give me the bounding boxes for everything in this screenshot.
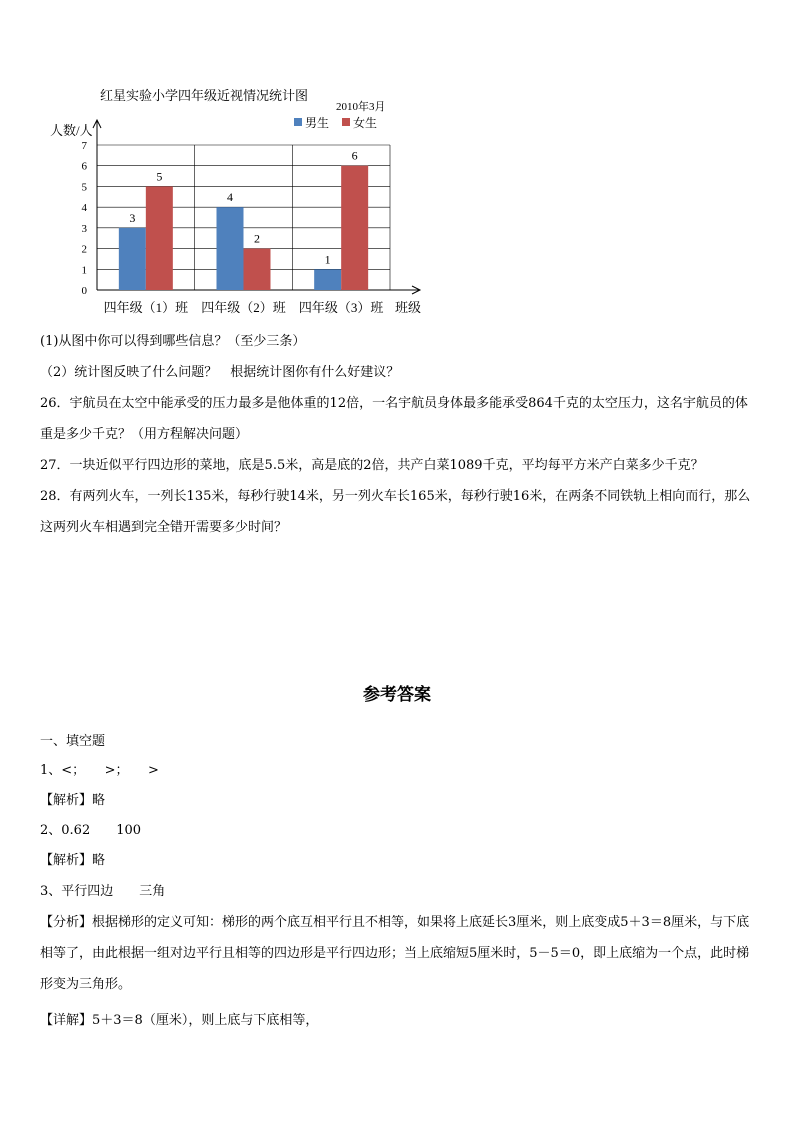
bar-chart: [40, 80, 440, 320]
section-fill-blank: 一、填空题: [40, 734, 106, 749]
legend-swatch-1: [342, 118, 350, 126]
legend-swatch-0: [294, 118, 302, 126]
bar-value-label-0-1: 5: [156, 169, 163, 184]
answer-1-analysis: 【解析】略: [40, 793, 106, 808]
x-tick-label-0: 四年级（1）班: [103, 300, 189, 315]
y-tick-label-6: 6: [81, 160, 87, 173]
bar-value-label-1-0: 4: [227, 190, 233, 205]
x-tick-label-2: 四年级（3）班: [298, 300, 384, 315]
question-26: 26．宇航员在太空中能承受的压力最多是他体重的12倍，一名宇航员身体最多能承受864千克的太空压力，这名宇航员的体重是多少千克？（用方程解决问题）: [40, 396, 748, 442]
bar-0-0: [119, 228, 146, 290]
answer-2: 2、0.62 100: [40, 823, 142, 838]
answer-2-analysis: 【解析】略: [40, 853, 106, 868]
answers-title: 参考答案: [363, 685, 431, 705]
y-tick-label-0: 0: [81, 285, 87, 297]
y-tick-label-4: 4: [81, 202, 87, 215]
x-tick-label-1: 四年级（2）班: [201, 300, 286, 315]
legend-label-0: 男生: [305, 116, 330, 130]
chart-title: 红星实验小学四年级近视情况统计图: [100, 88, 309, 103]
answer-3-detail: 【详解】5＋3＝8（厘米），则上底与下底相等，: [40, 1013, 319, 1028]
question-28: 28．有两列火车，一列长135米，每秒行驶14米，另一列火车长165米，每秒行驶16米，在两条不同铁轨上相向而行，那么这两列火车相遇到完全错开需要多少时间？: [40, 489, 751, 535]
y-tick-label-1: 1: [81, 264, 87, 277]
bar-1-0: [217, 207, 244, 290]
bar-value-label-0-0: 3: [129, 210, 136, 225]
bar-2-0: [314, 269, 341, 290]
bar-0-1: [146, 186, 173, 290]
answer-3-analysis: 【分析】根据梯形的定义可知：梯形的两个底互相平行且不相等，如果将上底延长3厘米，则上底变成5＋3＝8厘米，与下底相等了，由此根据一组对边平行且相等的四边形是平行四边形；当上底缩短5厘米时，5－5＝0，即上底缩为一个点，此时梯形变为三角形。: [40, 915, 750, 992]
bar-value-label-2-1: 6: [351, 148, 358, 163]
question-25-part-1: (1)从图中你可以得到哪些信息？（至少三条）: [40, 334, 306, 349]
x-axis-label: 班级: [395, 300, 422, 315]
y-tick-label-2: 2: [81, 243, 87, 256]
bar-value-label-1-1: 2: [254, 231, 260, 246]
bar-value-label-2-0: 1: [324, 252, 331, 267]
answer-3: 3、平行四边 三角: [40, 884, 166, 899]
question-27: 27．一块近似平行四边形的菜地，底是5.5米，高是底的2倍，共产白菜1089千克，平均每平方米产白菜多少千克？: [40, 458, 704, 473]
y-axis-label: 人数/人: [50, 123, 93, 138]
bar-1-1: [244, 249, 271, 290]
y-tick-label-7: 7: [81, 140, 87, 152]
question-25-part-2: （2）统计图反映了什么问题？ 根据统计图你有什么好建议？: [40, 365, 400, 380]
y-tick-label-3: 3: [81, 222, 87, 235]
bar-2-1: [341, 166, 368, 290]
legend-label-1: 女生: [353, 116, 378, 130]
chart-subtitle: 2010年3月: [336, 101, 386, 113]
chart-canvas: [40, 80, 440, 320]
y-tick-label-5: 5: [81, 181, 87, 194]
answer-1: 1、<； >； >: [40, 763, 159, 778]
